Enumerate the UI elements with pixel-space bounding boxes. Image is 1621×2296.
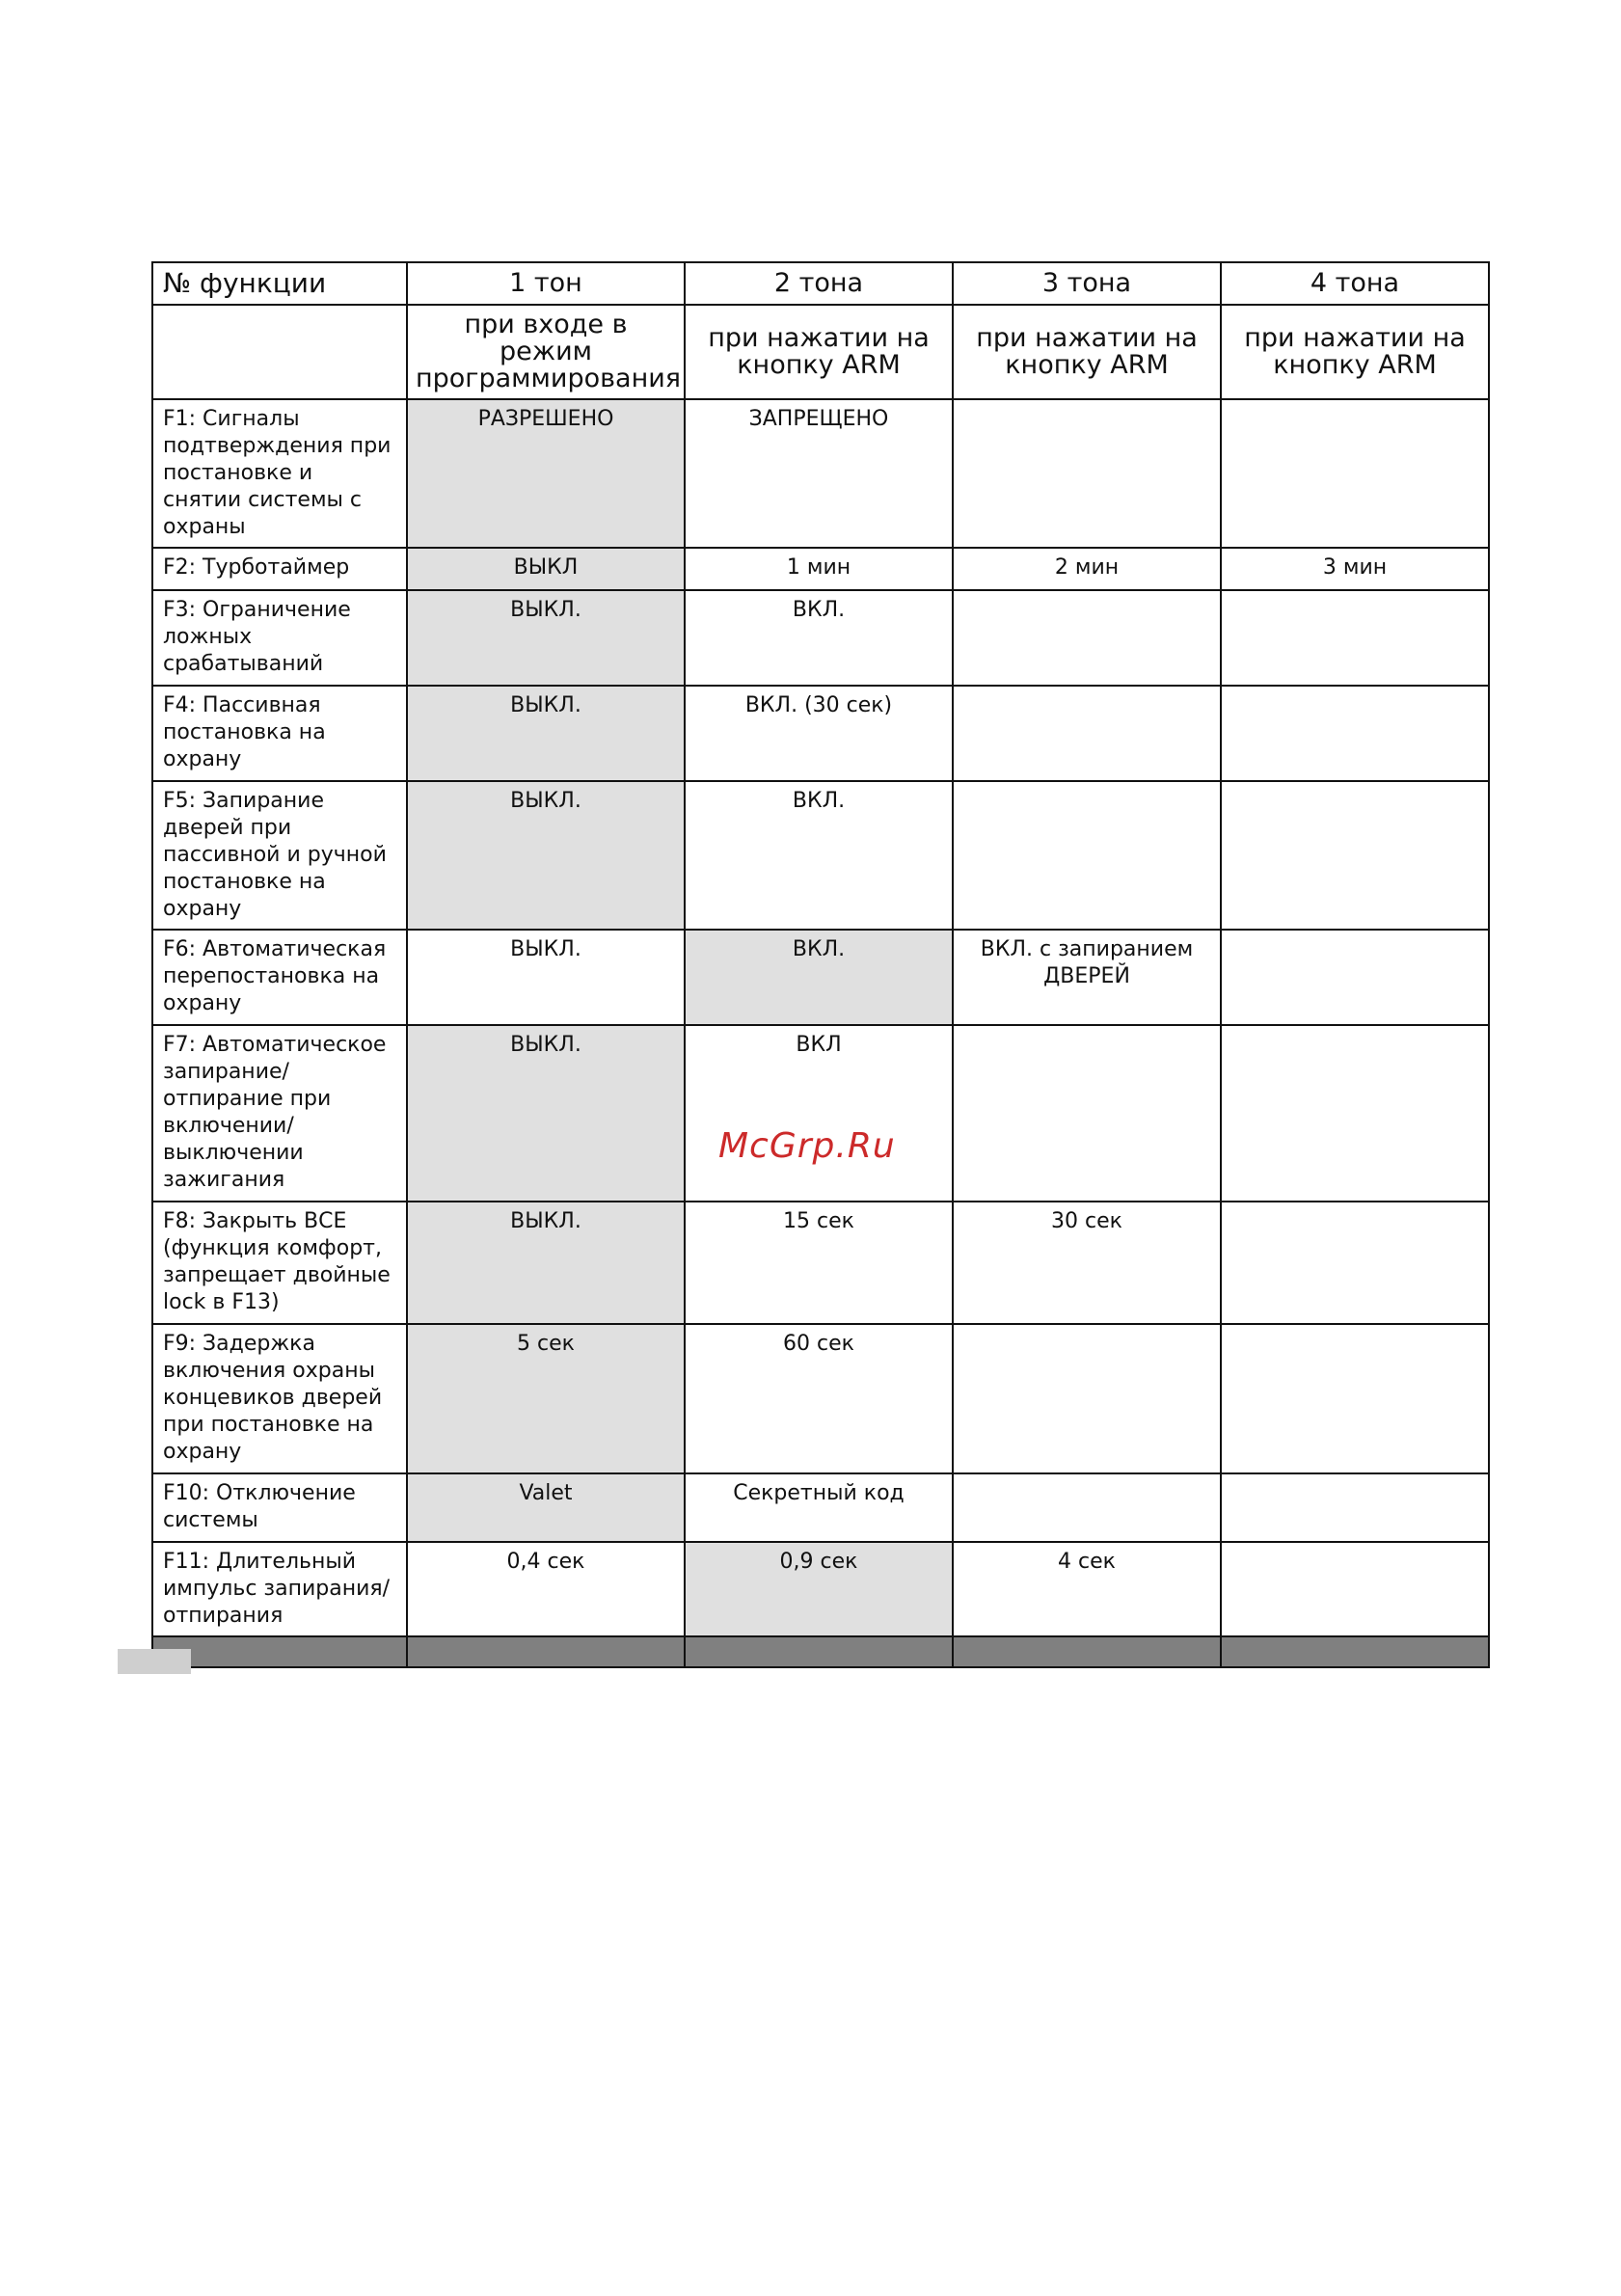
subheader-tone-3: при нажатии на кнопку ARM: [953, 305, 1221, 399]
value-cell: ВКЛ.: [685, 590, 953, 686]
function-name: F5: Запирание дверей при пассивной и ручной постановке на охрану: [152, 781, 407, 930]
value-cell: ВЫКЛ.: [407, 781, 685, 930]
value-cell: ВЫКЛ.: [407, 686, 685, 781]
value-cell: [1221, 1025, 1489, 1202]
function-name: F2: Турботаймер: [152, 548, 407, 590]
value-cell: 0,4 сек: [407, 1542, 685, 1636]
value-cell: ВЫКЛ.: [407, 1202, 685, 1324]
value-cell: ВЫКЛ: [407, 548, 685, 590]
value-cell: 60 сек: [685, 1324, 953, 1473]
value-cell: 3 мин: [1221, 548, 1489, 590]
value-cell: 4 сек: [953, 1542, 1221, 1636]
value-cell: Секретный код: [685, 1473, 953, 1542]
functions-table: [151, 261, 1490, 1668]
value-cell: [1221, 781, 1489, 930]
value-cell: [1221, 1542, 1489, 1636]
value-cell: ВЫКЛ.: [407, 1025, 685, 1202]
function-name: F3: Ограничение ложных срабатываний: [152, 590, 407, 686]
table-row: [152, 1542, 1489, 1636]
value-cell: 30 сек: [953, 1202, 1221, 1324]
value-cell: ВКЛ.: [685, 781, 953, 930]
value-cell: [953, 399, 1221, 548]
value-cell: 5 сек: [407, 1324, 685, 1473]
value-cell: ВКЛ.: [685, 930, 953, 1025]
header-tone-1: 1 тон: [407, 262, 685, 305]
footer-cell: [1221, 1636, 1489, 1667]
table-row: [152, 930, 1489, 1025]
value-cell: 0,9 сек: [685, 1542, 953, 1636]
value-cell: [953, 1324, 1221, 1473]
value-cell: ВКЛ. (30 сек): [685, 686, 953, 781]
footer-row: [152, 1636, 1489, 1667]
function-name: F1: Сигналы подтверждения при постановке и снятии системы с охраны: [152, 399, 407, 548]
header-tone-3: 3 тона: [953, 262, 1221, 305]
subheader-tone-1: при входе в режим программирования: [407, 305, 685, 399]
value-cell: ВКЛ: [685, 1025, 953, 1202]
function-name: F7: Автоматическое запирание/ отпирание при включении/ выключении зажигания: [152, 1025, 407, 1202]
value-cell: [1221, 1473, 1489, 1542]
table-row: [152, 1473, 1489, 1542]
value-cell: ЗАПРЕЩЕНО: [685, 399, 953, 548]
value-cell: ВЫКЛ.: [407, 590, 685, 686]
value-cell: [953, 781, 1221, 930]
subheader-empty: [152, 305, 407, 399]
value-cell: [1221, 686, 1489, 781]
subheader-row: [152, 305, 1489, 399]
footer-cell: [685, 1636, 953, 1667]
watermark: McGrp.Ru: [718, 1126, 896, 1166]
table-row: [152, 1025, 1489, 1202]
value-cell: [953, 590, 1221, 686]
function-name: F6: Автоматическая перепостановка на охрану: [152, 930, 407, 1025]
table-row: [152, 686, 1489, 781]
table-row: [152, 590, 1489, 686]
value-cell: 2 мин: [953, 548, 1221, 590]
header-tone-4: 4 тона: [1221, 262, 1489, 305]
function-name: F9: Задержка включения охраны концевиков дверей при постановке на охрану: [152, 1324, 407, 1473]
value-cell: [953, 1025, 1221, 1202]
subheader-tone-2: при нажатии на кнопку ARM: [685, 305, 953, 399]
table-row: [152, 399, 1489, 548]
header-function-number: № функции: [152, 262, 407, 305]
value-cell: [1221, 1324, 1489, 1473]
function-name: F8: Закрыть ВСЕ (функция комфорт, запрещает двойные lock в F13): [152, 1202, 407, 1324]
value-cell: 1 мин: [685, 548, 953, 590]
value-cell: РАЗРЕШЕНО: [407, 399, 685, 548]
value-cell: [953, 1473, 1221, 1542]
table-row: [152, 1202, 1489, 1324]
function-name: F11: Длительный импульс запирания/ отпирания: [152, 1542, 407, 1636]
value-cell: [953, 686, 1221, 781]
footer-cell: [407, 1636, 685, 1667]
value-cell: Valet: [407, 1473, 685, 1542]
table-row: [152, 781, 1489, 930]
value-cell: ВКЛ. с запиранием ДВЕРЕЙ: [953, 930, 1221, 1025]
function-name: F4: Пассивная постановка на охрану: [152, 686, 407, 781]
page-marker: [118, 1649, 191, 1674]
function-name: F10: Отключение системы: [152, 1473, 407, 1542]
value-cell: ВЫКЛ.: [407, 930, 685, 1025]
value-cell: 15 сек: [685, 1202, 953, 1324]
value-cell: [1221, 399, 1489, 548]
table-row: [152, 548, 1489, 590]
footer-cell: [953, 1636, 1221, 1667]
table-row: [152, 1324, 1489, 1473]
header-tone-2: 2 тона: [685, 262, 953, 305]
value-cell: [1221, 1202, 1489, 1324]
header-row: [152, 262, 1489, 305]
value-cell: [1221, 590, 1489, 686]
subheader-tone-4: при нажатии на кнопку ARM: [1221, 305, 1489, 399]
value-cell: [1221, 930, 1489, 1025]
